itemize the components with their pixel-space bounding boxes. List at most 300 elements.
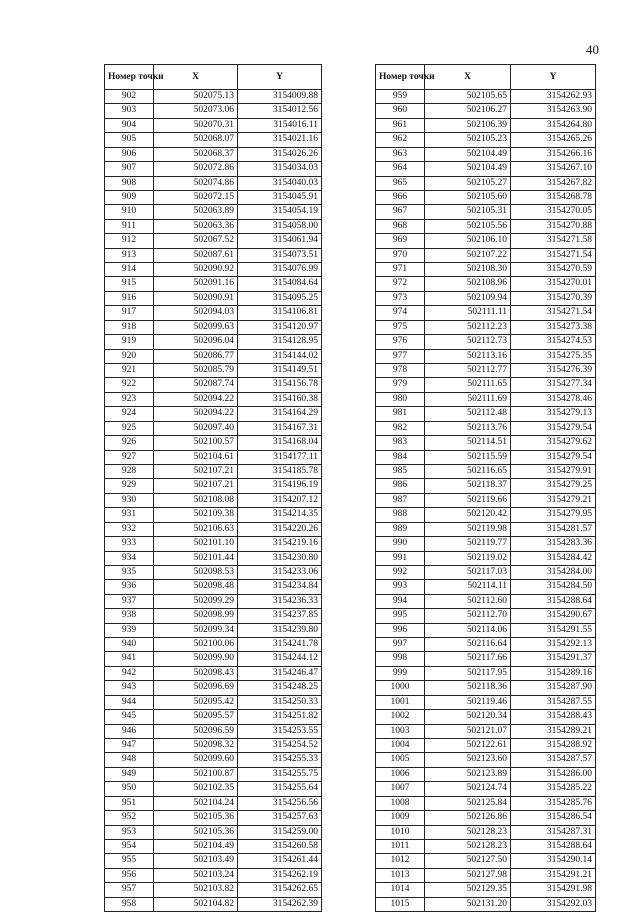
x-cell: 502098.53 — [154, 565, 238, 579]
table-row — [376, 710, 596, 724]
x-cell: 502127.98 — [425, 868, 511, 882]
table-row — [376, 90, 596, 104]
table-row — [105, 450, 322, 464]
x-cell: 502095.42 — [154, 695, 238, 709]
x-cell: 502105.56 — [425, 219, 511, 233]
y-cell: 3154237.85 — [238, 609, 322, 623]
table-row — [105, 522, 322, 536]
x-cell: 502098.43 — [154, 666, 238, 680]
y-cell: 3154234.84 — [238, 580, 322, 594]
x-cell: 502123.60 — [425, 753, 511, 767]
x-cell: 502105.31 — [425, 205, 511, 219]
point-number-cell: 958 — [105, 897, 154, 911]
table-row — [376, 508, 596, 522]
point-number-cell: 962 — [376, 133, 425, 147]
y-cell: 3154271.58 — [511, 234, 596, 248]
table-row — [376, 580, 596, 594]
table-row — [105, 537, 322, 551]
point-number-cell: 937 — [105, 594, 154, 608]
table-row — [105, 234, 322, 248]
y-cell: 3154144.02 — [238, 349, 322, 363]
point-number-cell: 1003 — [376, 724, 425, 738]
point-number-cell: 996 — [376, 623, 425, 637]
table-row — [105, 277, 322, 291]
table-row — [376, 551, 596, 565]
table-header-row — [376, 65, 596, 90]
table-row — [376, 335, 596, 349]
point-number-cell: 929 — [105, 479, 154, 493]
point-number-cell: 999 — [376, 666, 425, 680]
x-cell: 502099.90 — [154, 652, 238, 666]
point-number-cell: 951 — [105, 796, 154, 810]
x-cell: 502105.23 — [425, 133, 511, 147]
table-row — [105, 133, 322, 147]
y-cell: 3154236.33 — [238, 594, 322, 608]
y-cell: 3154164.29 — [238, 407, 322, 421]
table-row — [376, 421, 596, 435]
point-number-cell: 971 — [376, 263, 425, 277]
y-cell: 3154251.82 — [238, 710, 322, 724]
y-cell: 3154185.78 — [238, 464, 322, 478]
x-cell: 502117.66 — [425, 652, 511, 666]
table-row — [105, 364, 322, 378]
table-row — [376, 104, 596, 118]
table-row — [105, 479, 322, 493]
x-cell: 502095.57 — [154, 710, 238, 724]
table-row — [376, 695, 596, 709]
y-cell: 3154270.88 — [511, 219, 596, 233]
y-cell: 3154288.92 — [511, 738, 596, 752]
point-number-cell: 980 — [376, 392, 425, 406]
y-cell: 3154290.14 — [511, 854, 596, 868]
point-number-cell: 948 — [105, 753, 154, 767]
point-number-cell: 982 — [376, 421, 425, 435]
point-number-cell: 940 — [105, 638, 154, 652]
table-row — [105, 291, 322, 305]
point-number-cell: 953 — [105, 825, 154, 839]
x-cell: 502107.21 — [154, 479, 238, 493]
y-cell: 3154177.11 — [238, 450, 322, 464]
y-cell: 3154106.81 — [238, 306, 322, 320]
y-cell: 3154233.06 — [238, 565, 322, 579]
point-number-cell: 927 — [105, 450, 154, 464]
x-cell: 502104.49 — [154, 839, 238, 853]
x-cell: 502128.23 — [425, 825, 511, 839]
x-cell: 502104.82 — [154, 897, 238, 911]
y-cell: 3154084.64 — [238, 277, 322, 291]
x-cell: 502105.36 — [154, 811, 238, 825]
point-number-cell: 1012 — [376, 854, 425, 868]
table-row — [105, 652, 322, 666]
point-number-cell: 959 — [376, 90, 425, 104]
x-cell: 502119.77 — [425, 537, 511, 551]
point-number-cell: 919 — [105, 335, 154, 349]
x-cell: 502114.06 — [425, 623, 511, 637]
point-number-cell: 1015 — [376, 897, 425, 911]
y-cell: 3154073.51 — [238, 248, 322, 262]
table-row — [105, 681, 322, 695]
y-cell: 3154284.42 — [511, 551, 596, 565]
table-row — [376, 118, 596, 132]
table-row — [376, 738, 596, 752]
point-number-cell: 1002 — [376, 710, 425, 724]
y-cell: 3154167.31 — [238, 421, 322, 435]
table-row — [376, 897, 596, 911]
point-number-cell: 964 — [376, 162, 425, 176]
x-cell: 502126.86 — [425, 811, 511, 825]
y-cell: 3154271.54 — [511, 306, 596, 320]
y-cell: 3154026.26 — [238, 147, 322, 161]
table-row — [376, 248, 596, 262]
point-number-cell: 905 — [105, 133, 154, 147]
x-cell: 502119.46 — [425, 695, 511, 709]
x-cell: 502119.98 — [425, 522, 511, 536]
y-cell: 3154290.67 — [511, 609, 596, 623]
x-cell: 502106.10 — [425, 234, 511, 248]
x-cell: 502117.95 — [425, 666, 511, 680]
y-cell: 3154262.93 — [511, 90, 596, 104]
point-number-cell: 1011 — [376, 839, 425, 853]
y-cell: 3154257.63 — [238, 811, 322, 825]
y-cell: 3154263.90 — [511, 104, 596, 118]
x-cell: 502101.10 — [154, 537, 238, 551]
x-cell: 502124.74 — [425, 782, 511, 796]
y-cell: 3154277.34 — [511, 378, 596, 392]
table-row — [105, 724, 322, 738]
table-row — [376, 162, 596, 176]
y-cell: 3154273.38 — [511, 320, 596, 334]
y-cell: 3154214.35 — [238, 508, 322, 522]
table-row — [105, 868, 322, 882]
point-number-cell: 902 — [105, 90, 154, 104]
y-cell: 3154287.55 — [511, 695, 596, 709]
x-cell: 502107.21 — [154, 464, 238, 478]
x-cell: 502104.49 — [425, 162, 511, 176]
x-cell: 502113.16 — [425, 349, 511, 363]
y-cell: 3154262.19 — [238, 868, 322, 882]
table-row — [376, 219, 596, 233]
y-cell: 3154279.54 — [511, 421, 596, 435]
x-cell: 502112.70 — [425, 609, 511, 623]
coordinates-table-right — [375, 64, 596, 912]
x-cell: 502097.40 — [154, 421, 238, 435]
x-cell: 502100.57 — [154, 436, 238, 450]
table-row — [376, 205, 596, 219]
x-cell: 502119.66 — [425, 493, 511, 507]
point-number-cell: 904 — [105, 118, 154, 132]
y-cell: 3154248.25 — [238, 681, 322, 695]
x-cell: 502087.74 — [154, 378, 238, 392]
point-number-cell: 921 — [105, 364, 154, 378]
x-cell: 502109.38 — [154, 508, 238, 522]
y-cell: 3154076.99 — [238, 263, 322, 277]
table-row — [105, 306, 322, 320]
table-row — [105, 162, 322, 176]
point-number-cell: 983 — [376, 436, 425, 450]
table-row — [376, 493, 596, 507]
table-row — [376, 378, 596, 392]
table-row — [376, 767, 596, 781]
y-cell: 3154292.13 — [511, 638, 596, 652]
x-cell: 502104.24 — [154, 796, 238, 810]
point-number-cell: 978 — [376, 364, 425, 378]
table-row — [105, 839, 322, 853]
y-cell: 3154128.95 — [238, 335, 322, 349]
x-cell: 502096.04 — [154, 335, 238, 349]
point-number-cell: 957 — [105, 883, 154, 897]
y-cell: 3154289.16 — [511, 666, 596, 680]
x-cell: 502063.36 — [154, 219, 238, 233]
y-cell: 3154061.94 — [238, 234, 322, 248]
table-row — [376, 176, 596, 190]
point-number-cell: 925 — [105, 421, 154, 435]
y-cell: 3154255.33 — [238, 753, 322, 767]
y-cell: 3154283.36 — [511, 537, 596, 551]
point-number-cell: 1006 — [376, 767, 425, 781]
x-cell: 502106.39 — [425, 118, 511, 132]
y-cell: 3154284.50 — [511, 580, 596, 594]
point-number-cell: 949 — [105, 767, 154, 781]
table-row — [376, 464, 596, 478]
header-y: Y — [238, 65, 322, 90]
table-row — [376, 450, 596, 464]
x-cell: 502112.60 — [425, 594, 511, 608]
x-cell: 502112.48 — [425, 407, 511, 421]
point-number-cell: 920 — [105, 349, 154, 363]
x-cell: 502094.22 — [154, 407, 238, 421]
table-row — [105, 623, 322, 637]
table-row — [376, 638, 596, 652]
y-cell: 3154288.64 — [511, 594, 596, 608]
table-row — [376, 782, 596, 796]
point-number-cell: 972 — [376, 277, 425, 291]
x-cell: 502117.03 — [425, 565, 511, 579]
point-number-cell: 942 — [105, 666, 154, 680]
x-cell: 502100.06 — [154, 638, 238, 652]
point-number-cell: 943 — [105, 681, 154, 695]
point-number-cell: 941 — [105, 652, 154, 666]
x-cell: 502103.82 — [154, 883, 238, 897]
point-number-cell: 973 — [376, 291, 425, 305]
header-x: X — [425, 65, 511, 90]
x-cell: 502098.32 — [154, 738, 238, 752]
x-cell: 502131.20 — [425, 897, 511, 911]
x-cell: 502099.29 — [154, 594, 238, 608]
table-row — [376, 753, 596, 767]
table-row — [105, 609, 322, 623]
table-row — [105, 407, 322, 421]
table-row — [105, 320, 322, 334]
point-number-cell: 935 — [105, 565, 154, 579]
page-number: 40 — [586, 42, 599, 57]
x-cell: 502102.35 — [154, 782, 238, 796]
x-cell: 502094.22 — [154, 392, 238, 406]
point-number-cell: 966 — [376, 190, 425, 204]
point-number-cell: 931 — [105, 508, 154, 522]
point-number-cell: 975 — [376, 320, 425, 334]
point-number-cell: 977 — [376, 349, 425, 363]
x-cell: 502073.06 — [154, 104, 238, 118]
x-cell: 502099.63 — [154, 320, 238, 334]
y-cell: 3154160.38 — [238, 392, 322, 406]
table-row — [105, 378, 322, 392]
table-row — [105, 176, 322, 190]
point-number-cell: 990 — [376, 537, 425, 551]
y-cell: 3154254.52 — [238, 738, 322, 752]
table-row — [376, 839, 596, 853]
point-number-cell: 989 — [376, 522, 425, 536]
x-cell: 502072.15 — [154, 190, 238, 204]
point-number-cell: 1007 — [376, 782, 425, 796]
table-row — [376, 883, 596, 897]
x-cell: 502105.27 — [425, 176, 511, 190]
table-header-row — [105, 65, 322, 90]
y-cell: 3154289.21 — [511, 724, 596, 738]
point-number-cell: 910 — [105, 205, 154, 219]
point-number-cell: 1005 — [376, 753, 425, 767]
x-cell: 502121.07 — [425, 724, 511, 738]
x-cell: 502118.37 — [425, 479, 511, 493]
y-cell: 3154279.54 — [511, 450, 596, 464]
y-cell: 3154291.21 — [511, 868, 596, 882]
y-cell: 3154262.65 — [238, 883, 322, 897]
y-cell: 3154276.39 — [511, 364, 596, 378]
table-row — [105, 508, 322, 522]
y-cell: 3154287.31 — [511, 825, 596, 839]
x-cell: 502116.64 — [425, 638, 511, 652]
y-cell: 3154261.44 — [238, 854, 322, 868]
point-number-cell: 981 — [376, 407, 425, 421]
table-row — [376, 609, 596, 623]
table-row — [105, 811, 322, 825]
x-cell: 502111.65 — [425, 378, 511, 392]
point-number-cell: 961 — [376, 118, 425, 132]
table-row — [376, 263, 596, 277]
table-row — [376, 364, 596, 378]
x-cell: 502067.52 — [154, 234, 238, 248]
y-cell: 3154278.46 — [511, 392, 596, 406]
table-row — [105, 638, 322, 652]
coordinates-table-left — [104, 64, 322, 912]
table-row — [105, 767, 322, 781]
x-cell: 502111.11 — [425, 306, 511, 320]
table-row — [105, 594, 322, 608]
table-row — [376, 133, 596, 147]
point-number-cell: 907 — [105, 162, 154, 176]
point-number-cell: 934 — [105, 551, 154, 565]
table-row — [105, 349, 322, 363]
table-row — [105, 854, 322, 868]
x-cell: 502114.11 — [425, 580, 511, 594]
y-cell: 3154284.00 — [511, 565, 596, 579]
table-row — [105, 825, 322, 839]
table-row — [105, 551, 322, 565]
table-row — [376, 479, 596, 493]
table-row — [376, 796, 596, 810]
y-cell: 3154255.75 — [238, 767, 322, 781]
point-number-cell: 914 — [105, 263, 154, 277]
y-cell: 3154255.64 — [238, 782, 322, 796]
y-cell: 3154286.00 — [511, 767, 596, 781]
y-cell: 3154265.26 — [511, 133, 596, 147]
header-point-number: Номер точки — [105, 65, 154, 90]
y-cell: 3154016.11 — [238, 118, 322, 132]
x-cell: 502127.50 — [425, 854, 511, 868]
x-cell: 502098.99 — [154, 609, 238, 623]
x-cell: 502128.23 — [425, 839, 511, 853]
table-row — [105, 248, 322, 262]
y-cell: 3154279.95 — [511, 508, 596, 522]
x-cell: 502129.35 — [425, 883, 511, 897]
y-cell: 3154054.19 — [238, 205, 322, 219]
y-cell: 3154021.16 — [238, 133, 322, 147]
point-number-cell: 909 — [105, 190, 154, 204]
x-cell: 502122.61 — [425, 738, 511, 752]
header-x: X — [154, 65, 238, 90]
point-number-cell: 985 — [376, 464, 425, 478]
table-row — [376, 291, 596, 305]
point-number-cell: 903 — [105, 104, 154, 118]
y-cell: 3154239.80 — [238, 623, 322, 637]
y-cell: 3154268.78 — [511, 190, 596, 204]
x-cell: 502112.23 — [425, 320, 511, 334]
y-cell: 3154120.97 — [238, 320, 322, 334]
point-number-cell: 946 — [105, 724, 154, 738]
y-cell: 3154291.37 — [511, 652, 596, 666]
y-cell: 3154009.88 — [238, 90, 322, 104]
x-cell: 502118.36 — [425, 681, 511, 695]
table-row — [105, 190, 322, 204]
table-body-right — [376, 90, 596, 912]
table-row — [105, 738, 322, 752]
table-row — [105, 796, 322, 810]
point-number-cell: 1004 — [376, 738, 425, 752]
point-number-cell: 993 — [376, 580, 425, 594]
table-row — [105, 666, 322, 680]
x-cell: 502119.02 — [425, 551, 511, 565]
x-cell: 502123.89 — [425, 767, 511, 781]
header-y: Y — [511, 65, 596, 90]
point-number-cell: 994 — [376, 594, 425, 608]
point-number-cell: 922 — [105, 378, 154, 392]
y-cell: 3154286.54 — [511, 811, 596, 825]
y-cell: 3154207.12 — [238, 493, 322, 507]
point-number-cell: 944 — [105, 695, 154, 709]
point-number-cell: 950 — [105, 782, 154, 796]
point-number-cell: 970 — [376, 248, 425, 262]
x-cell: 502104.61 — [154, 450, 238, 464]
point-number-cell: 916 — [105, 291, 154, 305]
x-cell: 502114.51 — [425, 436, 511, 450]
point-number-cell: 988 — [376, 508, 425, 522]
y-cell: 3154270.39 — [511, 291, 596, 305]
y-cell: 3154230.80 — [238, 551, 322, 565]
x-cell: 502068.07 — [154, 133, 238, 147]
point-number-cell: 992 — [376, 565, 425, 579]
y-cell: 3154012.56 — [238, 104, 322, 118]
point-number-cell: 1010 — [376, 825, 425, 839]
y-cell: 3154285.22 — [511, 782, 596, 796]
y-cell: 3154287.57 — [511, 753, 596, 767]
table-row — [105, 464, 322, 478]
x-cell: 502075.13 — [154, 90, 238, 104]
point-number-cell: 952 — [105, 811, 154, 825]
x-cell: 502125.84 — [425, 796, 511, 810]
x-cell: 502090.92 — [154, 263, 238, 277]
table-row — [105, 565, 322, 579]
x-cell: 502068.37 — [154, 147, 238, 161]
x-cell: 502109.94 — [425, 291, 511, 305]
